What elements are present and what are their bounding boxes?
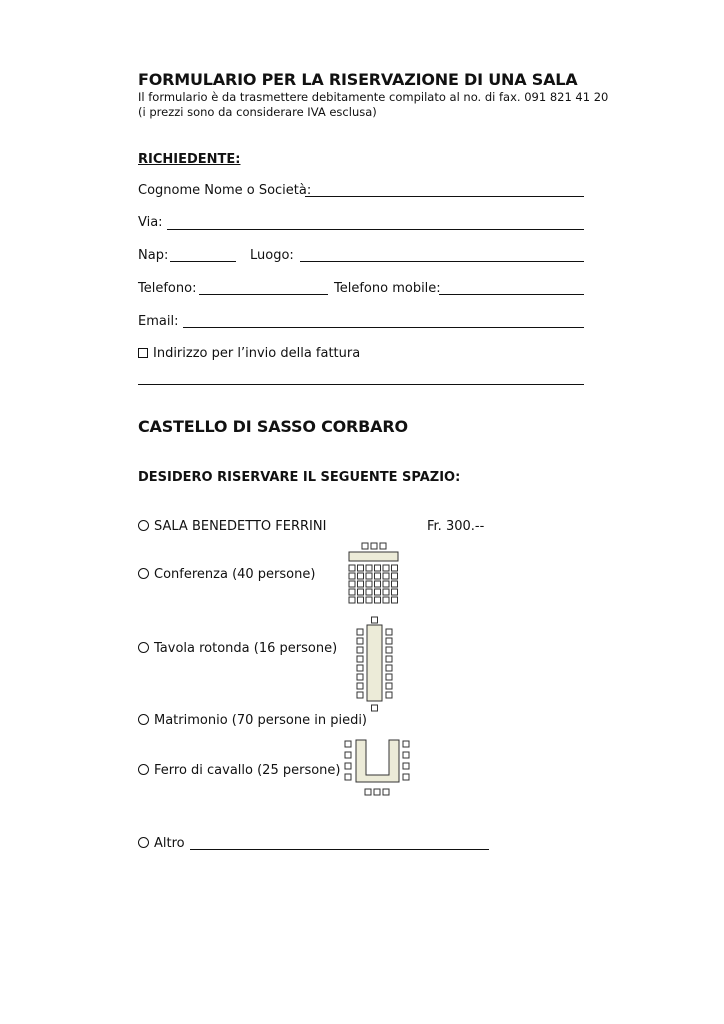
fax-instruction: Il formulario è da trasmettere debitamente compilato al no. di fax. 091 821 41 20	[138, 90, 609, 104]
chair-icon	[366, 573, 372, 579]
horseshoe-layout-diagram	[342, 738, 412, 800]
chair-icon	[358, 581, 364, 587]
email-label: Email:	[138, 314, 179, 329]
chair-icon	[375, 573, 381, 579]
mobile-label: Telefono mobile:	[334, 281, 441, 296]
chair-icon	[372, 705, 378, 711]
option-ferro-label: Ferro di cavallo (25 persone)	[154, 763, 341, 778]
chair-icon	[357, 674, 363, 680]
option-altro[interactable]	[138, 836, 185, 851]
radio-icon[interactable]	[138, 568, 149, 579]
altro-field[interactable]	[190, 849, 489, 850]
chair-icon	[403, 774, 409, 780]
chair-icon	[366, 581, 372, 587]
chair-icon	[357, 629, 363, 635]
chair-icon	[357, 665, 363, 671]
option-ferro-di-cavallo[interactable]	[138, 763, 340, 778]
chair-icon	[345, 763, 351, 769]
invoice-address-field[interactable]	[138, 384, 584, 385]
chair-icon	[349, 565, 355, 571]
horseshoe-table	[356, 740, 399, 782]
chair-icon	[383, 789, 389, 795]
sala-price: Fr. 300.--	[427, 519, 485, 534]
chair-icon	[386, 683, 392, 689]
option-matrimonio-label: Matrimonio (70 persone in piedi)	[154, 713, 368, 728]
chair-icon	[375, 597, 381, 603]
option-conferenza[interactable]	[138, 567, 315, 582]
chair-icon	[386, 629, 392, 635]
chair-icon	[358, 597, 364, 603]
chair-icon	[383, 581, 389, 587]
name-field[interactable]	[305, 196, 584, 197]
chair-icon	[358, 565, 364, 571]
email-field[interactable]	[183, 327, 584, 328]
option-tavola-rotonda[interactable]	[138, 641, 337, 656]
invoice-address-checkbox-row[interactable]	[138, 346, 360, 361]
chair-icon	[383, 597, 389, 603]
chair-icon	[349, 597, 355, 603]
chair-icon	[362, 543, 368, 549]
chair-icon	[383, 573, 389, 579]
chair-icon	[357, 656, 363, 662]
chair-icon	[345, 741, 351, 747]
via-label: Via:	[138, 215, 163, 230]
option-sala[interactable]	[138, 519, 326, 534]
phone-field[interactable]	[199, 294, 328, 295]
chair-icon	[357, 647, 363, 653]
vat-note: (i prezzi sono da considerare IVA esclusa)	[138, 105, 377, 119]
chair-icon	[345, 774, 351, 780]
chair-icon	[386, 665, 392, 671]
radio-icon[interactable]	[138, 837, 149, 848]
chair-icon	[383, 565, 389, 571]
option-sala-label: SALA BENEDETTO FERRINI	[154, 519, 327, 534]
chair-icon	[392, 565, 398, 571]
chair-icon	[386, 647, 392, 653]
chair-icon	[345, 752, 351, 758]
luogo-label: Luogo:	[250, 248, 294, 263]
conference-layout-diagram	[344, 542, 404, 606]
conference-head-table	[349, 552, 398, 561]
chair-icon	[366, 597, 372, 603]
nap-label: Nap:	[138, 248, 169, 263]
chair-icon	[392, 573, 398, 579]
chair-icon	[392, 581, 398, 587]
radio-icon[interactable]	[138, 642, 149, 653]
page-title: FORMULARIO PER LA RISERVAZIONE DI UNA SALA	[138, 70, 578, 89]
chair-icon	[375, 565, 381, 571]
chair-icon	[371, 543, 377, 549]
checkbox-icon[interactable]	[138, 348, 148, 358]
chair-icon	[357, 692, 363, 698]
luogo-field[interactable]	[300, 261, 584, 262]
radio-icon[interactable]	[138, 764, 149, 775]
nap-field[interactable]	[170, 261, 236, 262]
option-altro-label: Altro	[154, 836, 185, 851]
chair-icon	[358, 589, 364, 595]
round-table-layout-diagram	[356, 616, 394, 716]
option-conferenza-label: Conferenza (40 persone)	[154, 567, 316, 582]
reserve-heading: DESIDERO RISERVARE IL SEGUENTE SPAZIO:	[138, 470, 461, 485]
chair-icon	[374, 789, 380, 795]
chair-icon	[403, 752, 409, 758]
chair-icon	[392, 589, 398, 595]
option-tavola-label: Tavola rotonda (16 persone)	[154, 641, 338, 656]
chair-icon	[357, 638, 363, 644]
long-table	[367, 625, 382, 701]
chair-icon	[349, 589, 355, 595]
chair-icon	[349, 573, 355, 579]
chair-icon	[366, 589, 372, 595]
venue-title: CASTELLO DI SASSO CORBARO	[138, 417, 408, 436]
name-label: Cognome Nome o Società:	[138, 183, 312, 198]
chair-icon	[358, 573, 364, 579]
radio-icon[interactable]	[138, 520, 149, 531]
chair-icon	[365, 789, 371, 795]
requester-heading: RICHIEDENTE:	[138, 152, 241, 167]
chair-icon	[366, 565, 372, 571]
mobile-field[interactable]	[439, 294, 584, 295]
chair-icon	[392, 597, 398, 603]
chair-icon	[403, 763, 409, 769]
invoice-address-label: Indirizzo per l’invio della fattura	[153, 346, 361, 361]
chair-icon	[386, 674, 392, 680]
chair-icon	[349, 581, 355, 587]
chair-icon	[403, 741, 409, 747]
radio-icon[interactable]	[138, 714, 149, 725]
chair-icon	[375, 581, 381, 587]
chair-icon	[383, 589, 389, 595]
chair-icon	[386, 692, 392, 698]
chair-icon	[386, 656, 392, 662]
chair-icon	[372, 617, 378, 623]
phone-label: Telefono:	[138, 281, 197, 296]
via-field[interactable]	[167, 229, 584, 230]
chair-icon	[375, 589, 381, 595]
chair-icon	[357, 683, 363, 689]
chair-icon	[386, 638, 392, 644]
chair-icon	[380, 543, 386, 549]
option-matrimonio[interactable]	[138, 713, 367, 728]
